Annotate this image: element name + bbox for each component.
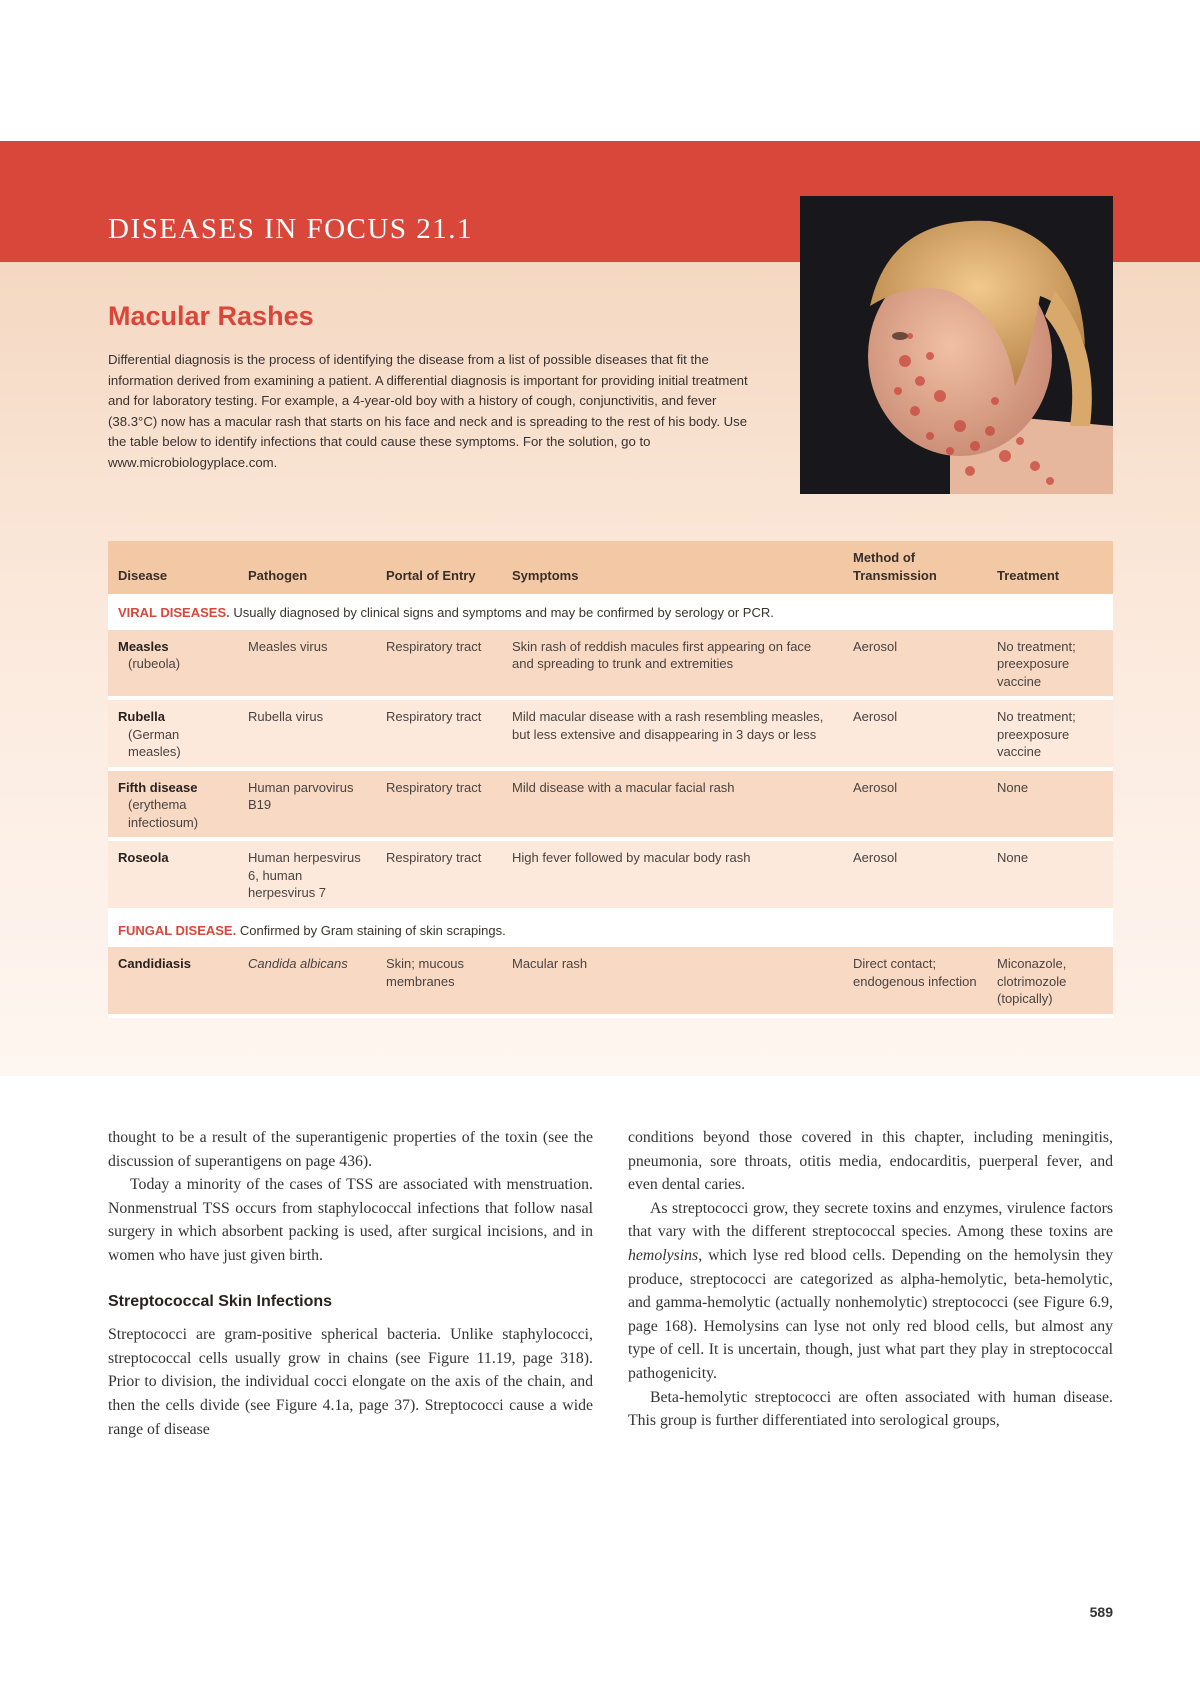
section-viral xyxy=(108,594,1113,630)
pathogen-cell: Measles virus xyxy=(238,630,376,699)
disease-name: Candidiasis xyxy=(118,956,191,971)
symptoms-cell: Skin rash of reddish macules first appearing on face and spreading to trunk and extremities xyxy=(502,630,843,699)
pathogen-cell: Human parvovirus B19 xyxy=(238,769,376,840)
emphasis-term: hemolysins xyxy=(628,1246,699,1264)
table-row xyxy=(108,630,1113,699)
header-treatment: Treatment xyxy=(987,541,1113,594)
patient-photo xyxy=(800,196,1113,494)
box-title: Macular Rashes xyxy=(108,301,314,331)
symptoms-cell: Mild disease with a macular facial rash xyxy=(502,769,843,840)
table-row xyxy=(108,839,1113,910)
treatment-cell: None xyxy=(987,839,1113,910)
header-symptoms: Symptoms xyxy=(502,541,843,594)
body-paragraph: Streptococci are gram-positive spherical bacteria. Unlike staphylococci, streptococcal cells usually grow in chains (see Figure 11.19, page 318). Prior to division, the individual cocci elongate on the axis of the chain, and then the cells divide (see Figure 4.1a, page 37). Streptococci cause a wide range of disease xyxy=(108,1326,593,1438)
table-row xyxy=(108,769,1113,840)
section-fungal-name: FUNGAL DISEASE. xyxy=(118,922,237,938)
header-pathogen: Pathogen xyxy=(238,541,376,594)
portal-cell: Respiratory tract xyxy=(376,839,502,910)
portal-cell: Respiratory tract xyxy=(376,769,502,840)
header-transmission: Method of Transmission xyxy=(843,541,987,594)
table-header-row xyxy=(108,541,1113,594)
treatment-cell: Miconazole, clotrimozole (topically) xyxy=(987,947,1113,1016)
header-portal: Portal of Entry xyxy=(376,541,502,594)
treatment-cell: No treatment; preexposure vaccine xyxy=(987,630,1113,699)
treatment-cell: No treatment; preexposure vaccine xyxy=(987,698,1113,769)
child-rash-illustration xyxy=(800,196,1113,494)
treatment-cell: None xyxy=(987,769,1113,840)
body-paragraph: Beta-hemolytic streptococci are often associated with human disease. This group is further differentiated into serological groups, xyxy=(628,1388,1113,1430)
disease-alt-name: (German measles) xyxy=(128,726,181,759)
transmission-cell: Aerosol xyxy=(843,769,987,840)
page-number: 589 xyxy=(1089,1604,1113,1620)
pathogen-cell: Human herpesvirus 6, human herpesvirus 7 xyxy=(238,839,376,910)
disease-name: Rubella xyxy=(118,709,165,724)
disease-alt-name: (rubeola) xyxy=(128,656,181,671)
body-paragraph: thought to be a result of the superantigenic properties of the toxin (see the discussion of superantigens on page 436). xyxy=(108,1129,593,1170)
body-paragraph: conditions beyond those covered in this chapter, including meningitis, pneumonia, sore throats, otitis media, endocarditis, puerperal fever, and even dental caries. xyxy=(628,1129,1113,1194)
pathogen-cell: Candida albicans xyxy=(238,947,376,1016)
symptoms-cell: Macular rash xyxy=(502,947,843,1016)
box-intro: Differential diagnosis is the process of identifying the disease from a list of possible diseases that fit the information derived from examining a patient. A differential diagnosis is important for providing initial treatment and for laboratory testing. For example, a 4-year-old boy with a history of cough, conjunctivitis, and fever (38.3°C) now has a macular rash that starts on his face and neck and is spreading to the rest of his body. Use the table below to identify infections that could cause these symptoms. For the solution, go to www.microbiologyplace.com. xyxy=(108,352,748,470)
disease-alt-name: (erythema infectiosum) xyxy=(128,797,199,830)
transmission-cell: Direct contact; endogenous infection xyxy=(843,947,987,1016)
table-row xyxy=(108,947,1113,1016)
body-column-right xyxy=(628,1126,1113,1433)
body-column-left xyxy=(108,1126,593,1441)
disease-name: Fifth disease xyxy=(118,779,198,795)
section-viral-name: VIRAL DISEASES. xyxy=(118,605,230,620)
paragraph-text: As streptococci grow, they secrete toxins and enzymes, virulence factors that vary with the different streptococcal species. Among these toxins are xyxy=(628,1199,1113,1241)
transmission-cell: Aerosol xyxy=(843,630,987,699)
pathogen-cell: Rubella virus xyxy=(238,698,376,769)
section-viral-note: Usually diagnosed by clinical signs and symptoms and may be confirmed by serology or PCR. xyxy=(233,605,774,620)
transmission-cell: Aerosol xyxy=(843,698,987,769)
body-paragraph xyxy=(628,1197,1113,1386)
body-paragraph: Today a minority of the cases of TSS are associated with menstruation. Nonmenstrual TSS occurs from staphylococcal infections that follow nasal surgery in which absorbent packing is used, after surgical incisions, and in women who have just given birth. xyxy=(108,1176,593,1264)
header-disease: Disease xyxy=(108,541,238,594)
transmission-cell: Aerosol xyxy=(843,839,987,910)
portal-cell: Respiratory tract xyxy=(376,630,502,699)
portal-cell: Skin; mucous membranes xyxy=(376,947,502,1016)
paragraph-text: , which lyse red blood cells. Depending on the hemolysin they produce, streptococci are categorized as alpha-hemolytic, beta-hemolytic, and gamma-hemolytic (actually nonhemolytic) streptococci (see Figure 6.9, page 168). Hemolysins can lyse not only red blood cells, but almost any type of cell. It is uncertain, though, just what part they play in streptococcal pathogenicity. xyxy=(628,1246,1113,1382)
symptoms-cell: Mild macular disease with a rash resembling measles, but less extensive and disappearing in 3 days or less xyxy=(502,698,843,769)
disease-name: Roseola xyxy=(118,850,169,865)
banner-title: DISEASES IN FOCUS 21.1 xyxy=(108,213,473,245)
macular-rashes-table xyxy=(108,541,1113,1018)
symptoms-cell: High fever followed by macular body rash xyxy=(502,839,843,910)
table-row xyxy=(108,698,1113,769)
disease-name: Measles xyxy=(118,638,169,654)
section-heading: Streptococcal Skin Infections xyxy=(108,1292,333,1310)
section-fungal xyxy=(108,910,1113,948)
portal-cell: Respiratory tract xyxy=(376,698,502,769)
section-fungal-note: Confirmed by Gram staining of skin scrapings. xyxy=(239,922,506,938)
